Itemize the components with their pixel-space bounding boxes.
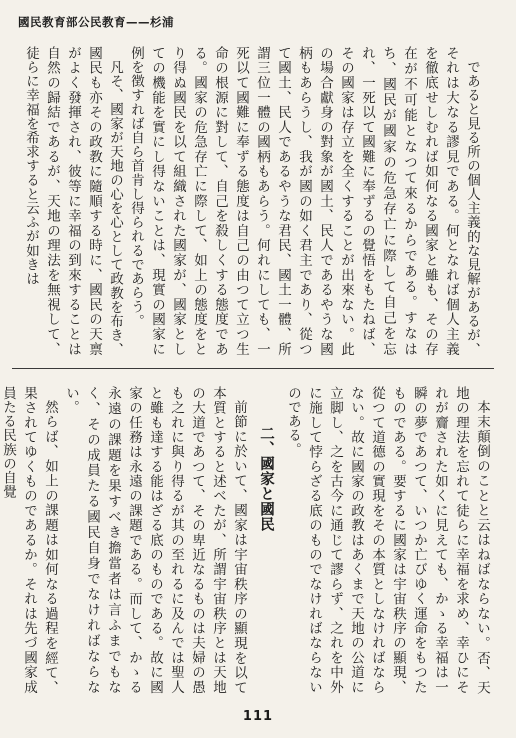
paragraph: 然らば、如上の課題は如何なる過程を經て、果されてゆくものであるか。それは先づ國家成員たる民族の自覺: [0, 386, 58, 694]
page-number: 111: [242, 709, 274, 724]
paragraph: 本末顛倒のことと云はねばならない。否、天地の理法を忘れて徒らに幸福を求め、幸ひにそれが齎された如くに見えても、かゝる幸福は一瞬の夢であつて、いつか亡びゆく運命をもつたものである。要するに國家は宇宙秩序の顯現、從つて道德の實現をその本質としなければならない。故に國家の政教はあくまで天地の公道に立脚し、之を古今に通じて謬らず、之れを中外に施して悖らざる底のものでなければならないのである。: [285, 386, 490, 694]
paragraph: 前節に於いて、國家は宇宙秩序の顯現を以て本質とすると述べたが、所謂宇宙秩序とは天地の大道であつて、その卑近なるものは夫婦の愚も之れに與り得るが其の至れるに及んでは聖人と雖も達する能はざる底のものである。故に國家の任務は永遠の課題である。而して、かゝる永遠の課題を果すべき擔當者は言ふまでもなく、その成員たる國民自身でなければならない。: [63, 386, 247, 694]
paragraph: であると見る所の個人主義的な見解があるが、それは大なる謬見である。何となれば個人主義を徹底せしむれば如何なる國家と雖も、その存在が不可能となつて來るからである。すなはち、國民が國家の危急存亡に際して自己を忘れ、一死以て國難に奉ずるの覺悟をもたねば、その國家は存立を全くすることが出來ない。此の場合獻身の對象が國土、民人であるやうな國柄もあらうし、我が國の如く君主であり、從つて國土、民人であるやうな君民、國土一體、所謂三位一體の國柄もあらう。何れにしても、一死以て國難に奉ずる態度は自己の由つて立つ生命の根源に對して、自己を殺しくする態度である。國家の危急存亡に際して、如上の態度をとり得ぬ國民を以て組織された國家が、國家としての機能を實にし得ないことは、現實の國家に例を徴すれば自ら首肯し得られるであらう。: [128, 46, 480, 356]
section-heading: 二、國家と國民: [258, 426, 274, 532]
running-head: 國民教育部公民教育——杉浦: [18, 15, 174, 29]
lower-text-block: [0, 386, 492, 694]
upper-text-block: [12, 46, 482, 356]
block-divider: [12, 368, 494, 369]
paragraph: 凡そ、國家が天地の心を心として政教を布き、國民も亦その政教に隨順する時に、國民の天禀がよく發揮され、彼等に幸福の到來することは自然の歸結であるが、天地の理法を無視して、徒らに幸福を希求すると云ふが如きは: [23, 46, 123, 356]
